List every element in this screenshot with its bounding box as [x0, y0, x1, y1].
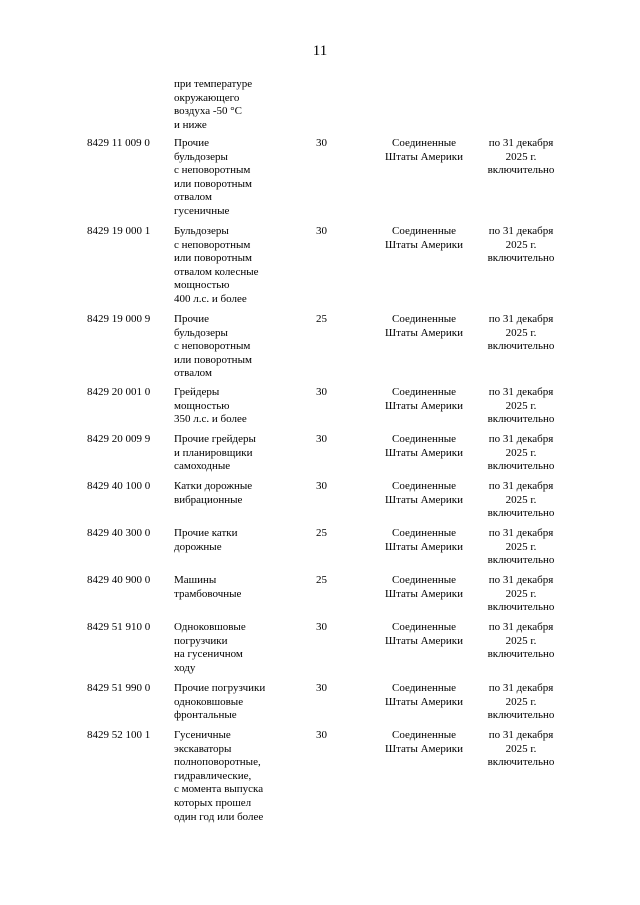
- duty-rate: 30: [316, 386, 327, 398]
- country-of-origin: Соединенные Штаты Америки: [385, 621, 463, 647]
- duty-rate: 25: [316, 574, 327, 586]
- validity-term: по 31 декабря 2025 г. включительно: [487, 574, 555, 614]
- duty-rate: 30: [316, 137, 327, 149]
- country-of-origin: Соединенные Штаты Америки: [385, 729, 463, 755]
- validity-term: по 31 декабря 2025 г. включительно: [487, 433, 555, 473]
- country-of-origin: Соединенные Штаты Америки: [385, 137, 463, 163]
- validity-term: по 31 декабря 2025 г. включительно: [487, 729, 555, 769]
- country-of-origin: Соединенные Штаты Америки: [385, 433, 463, 459]
- goods-description: Прочие погрузчики одноковшовые фронтальные: [174, 682, 266, 722]
- tariff-code: 8429 20 009 9: [87, 433, 151, 445]
- duty-rate: 30: [316, 729, 327, 741]
- duty-rate: 30: [316, 621, 327, 633]
- goods-description: Бульдозеры с неповоротным или поворотным отвалом колесные мощностью 400 л.с. и более: [174, 225, 259, 305]
- validity-term: по 31 декабря 2025 г. включительно: [487, 682, 555, 722]
- duty-rate: 25: [316, 313, 327, 325]
- country-of-origin: Соединенные Штаты Америки: [385, 313, 463, 339]
- goods-description: Одноковшовые погрузчики на гусеничном ходу: [174, 621, 246, 674]
- goods-description: Машины трамбовочные: [174, 574, 242, 600]
- country-of-origin: Соединенные Штаты Америки: [385, 480, 463, 506]
- tariff-code: 8429 40 100 0: [87, 480, 151, 492]
- goods-description: Грейдеры мощностью 350 л.с. и более: [174, 386, 247, 426]
- duty-rate: 30: [316, 682, 327, 694]
- goods-description: Прочие грейдеры и планировщики самоходные: [174, 433, 256, 473]
- tariff-code: 8429 51 990 0: [87, 682, 151, 694]
- duty-rate: 30: [316, 225, 327, 237]
- validity-term: по 31 декабря 2025 г. включительно: [487, 225, 555, 265]
- tariff-code: 8429 40 900 0: [87, 574, 151, 586]
- country-of-origin: Соединенные Штаты Америки: [385, 386, 463, 412]
- country-of-origin: Соединенные Штаты Америки: [385, 682, 463, 708]
- page-number: 11: [312, 43, 328, 59]
- validity-term: по 31 декабря 2025 г. включительно: [487, 386, 555, 426]
- goods-description: Прочие бульдозеры с неповоротным или поворотным отвалом гусеничные: [174, 137, 252, 217]
- tariff-code: 8429 51 910 0: [87, 621, 151, 633]
- validity-term: по 31 декабря 2025 г. включительно: [487, 621, 555, 661]
- goods-description: Гусеничные экскаваторы полноповоротные, гидравлические, с момента выпуска которых прошел один год или более: [174, 729, 264, 823]
- duty-rate: 30: [316, 433, 327, 445]
- goods-description: Катки дорожные вибрационные: [174, 480, 253, 506]
- duty-rate: 30: [316, 480, 327, 492]
- validity-term: по 31 декабря 2025 г. включительно: [487, 527, 555, 567]
- tariff-code: 8429 40 300 0: [87, 527, 151, 539]
- validity-term: по 31 декабря 2025 г. включительно: [487, 480, 555, 520]
- tariff-code: 8429 20 001 0: [87, 386, 151, 398]
- duty-rate: 25: [316, 527, 327, 539]
- tariff-code: 8429 11 009 0: [87, 137, 150, 149]
- continued-description: при температуре окружающего воздуха -50 °С и ниже: [174, 78, 253, 131]
- goods-description: Прочие катки дорожные: [174, 527, 238, 553]
- country-of-origin: Соединенные Штаты Америки: [385, 225, 463, 251]
- country-of-origin: Соединенные Штаты Америки: [385, 574, 463, 600]
- goods-description: Прочие бульдозеры с неповоротным или поворотным отвалом: [174, 313, 252, 380]
- tariff-code: 8429 19 000 9: [87, 313, 151, 325]
- tariff-code: 8429 52 100 1: [87, 729, 151, 741]
- tariff-code: 8429 19 000 1: [87, 225, 151, 237]
- validity-term: по 31 декабря 2025 г. включительно: [487, 313, 555, 353]
- country-of-origin: Соединенные Штаты Америки: [385, 527, 463, 553]
- validity-term: по 31 декабря 2025 г. включительно: [487, 137, 555, 177]
